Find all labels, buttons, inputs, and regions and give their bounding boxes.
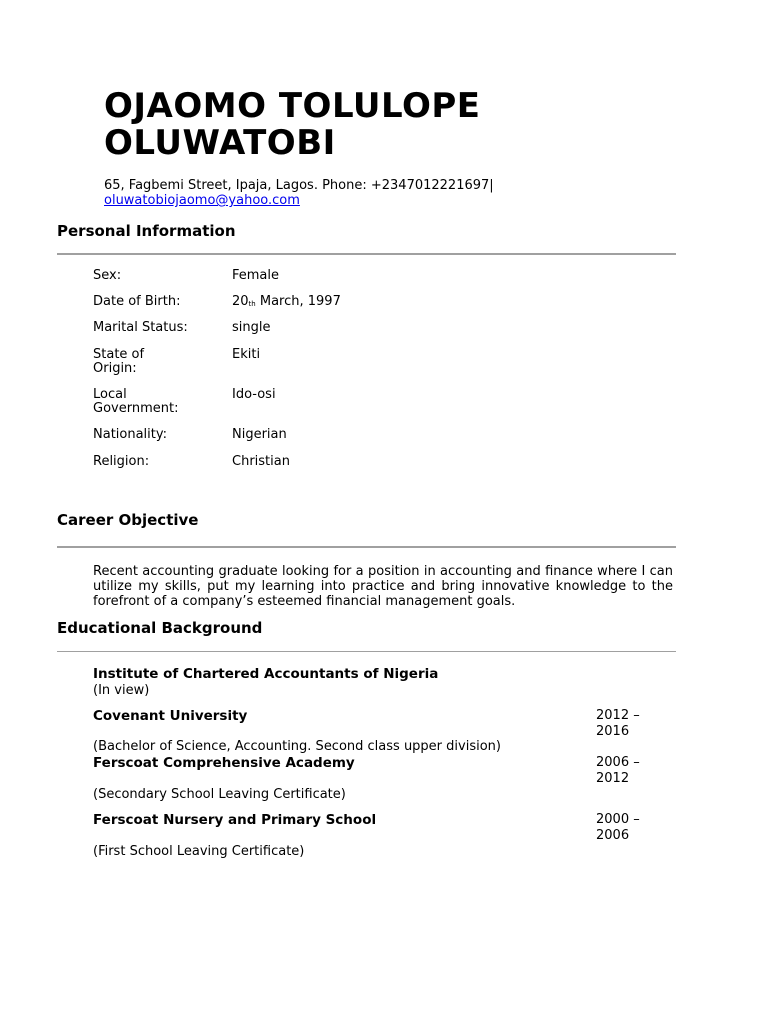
pi-label: Religion: xyxy=(93,454,150,469)
years-line: 2000 – xyxy=(596,812,640,827)
years-line: 2012 xyxy=(596,771,630,786)
educational-background-heading: Educational Background xyxy=(57,619,263,637)
dob-rest: March, 1997 xyxy=(255,294,341,309)
career-objective-heading: Career Objective xyxy=(57,511,199,529)
pi-value xyxy=(232,295,341,310)
institution-name: Institute of Chartered Accountants of Nigeria xyxy=(93,666,439,682)
pi-value: single xyxy=(232,320,271,335)
pi-label xyxy=(93,348,193,376)
institution-name: Ferscoat Comprehensive Academy xyxy=(93,755,355,771)
institution-name: Ferscoat Nursery and Primary School xyxy=(93,812,377,828)
dob-day-suffix: th xyxy=(248,300,256,308)
pi-value: Female xyxy=(232,268,280,283)
email-link[interactable]: oluwatobiojaomo@yahoo.com xyxy=(104,193,300,208)
personal-information-heading: Personal Information xyxy=(57,222,236,240)
address-phone: 65, Fagbemi Street, Ipaja, Lagos. Phone: +2347012221697| xyxy=(104,178,494,193)
pi-label-line: Local xyxy=(93,387,127,402)
pi-label: Nationality: xyxy=(93,427,168,442)
section-divider xyxy=(57,651,676,652)
pi-label xyxy=(93,388,193,416)
section-divider xyxy=(57,546,676,548)
years-line: 2006 xyxy=(596,828,630,843)
section-divider xyxy=(57,253,676,255)
name-line-1: OJAOMO TOLULOPE xyxy=(104,86,481,126)
name-line-2: OLUWATOBI xyxy=(104,123,336,163)
pi-value: Ido-osi xyxy=(232,387,276,402)
pi-label: Date of Birth: xyxy=(93,294,181,309)
pi-value: Christian xyxy=(232,454,290,469)
pi-label-line: Origin: xyxy=(93,361,137,376)
contact-info xyxy=(104,178,494,208)
career-objective-text: Recent accounting graduate looking for a position in accounting and finance where I can utilize my skills, put my learning into practice and bring innovative knowledge to the forefront of a company’s esteemed financial management goals. xyxy=(93,564,673,609)
years-line: 2016 xyxy=(596,724,630,739)
education-detail: (In view) xyxy=(93,683,150,698)
education-years xyxy=(596,812,656,844)
education-detail: (Secondary School Leaving Certificate) xyxy=(93,787,346,802)
education-years xyxy=(596,708,656,740)
pi-value: Ekiti xyxy=(232,347,261,362)
candidate-name xyxy=(104,88,481,162)
pi-label: Sex: xyxy=(93,268,122,283)
pi-value: Nigerian xyxy=(232,427,287,442)
education-detail: (First School Leaving Certificate) xyxy=(93,844,305,859)
years-line: 2012 – xyxy=(596,708,640,723)
pi-label: Marital Status: xyxy=(93,320,188,335)
institution-name: Covenant University xyxy=(93,708,248,724)
dob-day: 20 xyxy=(232,294,249,309)
pi-label-line: State of xyxy=(93,347,145,362)
education-years xyxy=(596,755,656,787)
pi-label-line: Government: xyxy=(93,401,179,416)
years-line: 2006 – xyxy=(596,755,640,770)
education-detail: (Bachelor of Science, Accounting. Second class upper division) xyxy=(93,739,501,754)
